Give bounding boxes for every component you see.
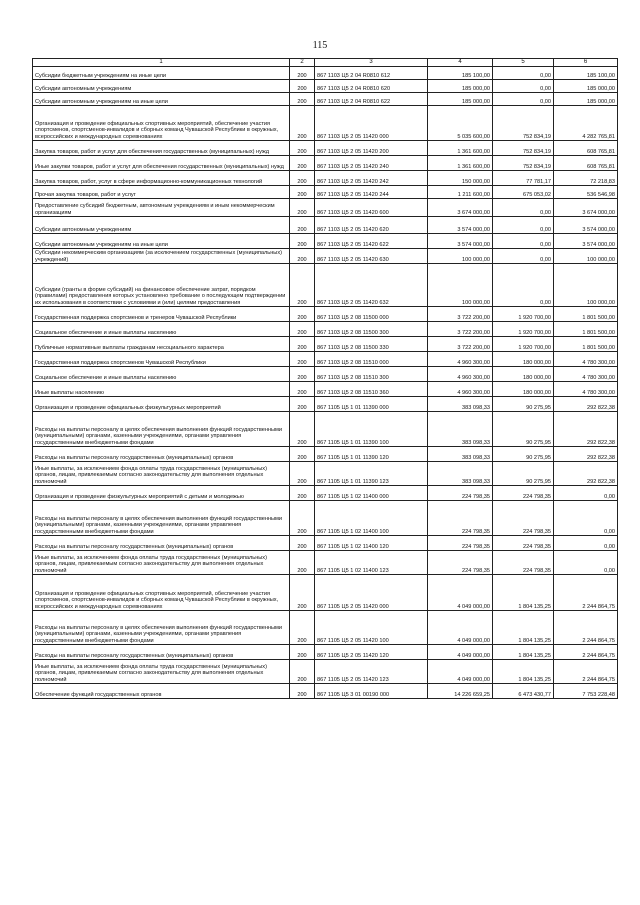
cell-cls: 867 1103 Ц5 2 08 11510 000 <box>315 352 428 367</box>
cell-c4: 3 674 000,00 <box>428 199 493 217</box>
cell-c5: 180 000,00 <box>493 367 554 382</box>
cell-c5: 1 804 135,25 <box>493 611 554 645</box>
table-row <box>33 551 618 575</box>
cell-code: 200 <box>290 171 315 186</box>
cell-c5: 0,00 <box>493 217 554 234</box>
cell-c5: 224 798,35 <box>493 536 554 551</box>
header-cell: 4 <box>428 59 493 67</box>
table-row <box>33 337 618 352</box>
table-row <box>33 80 618 93</box>
cell-c6: 292 822,38 <box>554 412 618 447</box>
table-row <box>33 141 618 156</box>
cell-name: Расходы на выплаты персоналу в целях обеспечения выполнения функций государственными (муниципальными) органами, казенными учреждениями, органами управления государственными внебюджетными фондами <box>33 412 290 447</box>
cell-cls: 867 1105 Ц5 2 05 11420 123 <box>315 660 428 684</box>
cell-c5: 224 798,35 <box>493 501 554 536</box>
cell-c5: 6 473 430,77 <box>493 684 554 699</box>
cell-cls: 867 1103 Ц5 2 08 11500 330 <box>315 337 428 352</box>
cell-cls: 867 1105 Ц5 1 02 11400 100 <box>315 501 428 536</box>
cell-code: 200 <box>290 106 315 141</box>
table-row <box>33 645 618 660</box>
cell-c5: 1 804 135,25 <box>493 575 554 611</box>
cell-code: 200 <box>290 684 315 699</box>
cell-c6: 4 282 765,81 <box>554 106 618 141</box>
table-row <box>33 322 618 337</box>
header-cell: 5 <box>493 59 554 67</box>
cell-c5: 0,00 <box>493 234 554 249</box>
cell-c4: 3 574 000,00 <box>428 217 493 234</box>
cell-code: 200 <box>290 199 315 217</box>
cell-c5: 180 000,00 <box>493 352 554 367</box>
cell-name: Субсидии (гранты в форме субсидий) на финансовое обеспечение затрат, порядком (правилами) предоставления которых установлено требование о последующем подтверждении их использования в соответствии с условиями и (или) целями предоставления <box>33 264 290 307</box>
cell-code: 200 <box>290 249 315 264</box>
cell-code: 200 <box>290 93 315 106</box>
table-row <box>33 412 618 447</box>
cell-name: Государственная поддержка спортсменов Чувашской Республики <box>33 352 290 367</box>
cell-name: Субсидии автономным учреждениям на иные цели <box>33 93 290 106</box>
table-body <box>33 59 618 699</box>
cell-c6: 3 574 000,00 <box>554 217 618 234</box>
cell-code: 200 <box>290 501 315 536</box>
table-row <box>33 660 618 684</box>
cell-cls: 867 1103 Ц5 2 05 11420 242 <box>315 171 428 186</box>
cell-name: Иные выплаты, за исключением фонда оплаты труда государственных (муниципальных) органов, лицам, привлекаемым согласно законодательству для выполнения отдельных полномочий <box>33 551 290 575</box>
cell-cls: 867 1103 Ц5 2 05 11420 244 <box>315 186 428 199</box>
cell-c6: 1 801 500,00 <box>554 322 618 337</box>
cell-name: Иные выплаты, за исключением фонда оплаты труда государственных (муниципальных) органов, лицам, привлекаемым согласно законодательству для выполнения отдельных полномочий <box>33 660 290 684</box>
cell-c6: 536 546,98 <box>554 186 618 199</box>
cell-code: 200 <box>290 551 315 575</box>
cell-c5: 752 834,19 <box>493 106 554 141</box>
cell-c6: 2 244 864,75 <box>554 660 618 684</box>
cell-c6: 100 000,00 <box>554 249 618 264</box>
cell-code: 200 <box>290 352 315 367</box>
cell-c4: 4 049 000,00 <box>428 660 493 684</box>
cell-c6: 608 765,81 <box>554 156 618 171</box>
cell-code: 200 <box>290 186 315 199</box>
table-row <box>33 575 618 611</box>
cell-name: Закупка товаров, работ, услуг в сфере информационно-коммуникационных технологий <box>33 171 290 186</box>
cell-c4: 100 000,00 <box>428 264 493 307</box>
header-cell: 6 <box>554 59 618 67</box>
cell-c4: 383 098,33 <box>428 462 493 486</box>
cell-c4: 3 722 200,00 <box>428 337 493 352</box>
cell-name: Организация и проведение официальных спортивных мероприятий, обеспечение участия спортсменов, спортсменов-инвалидов и сборных команд Чувашской Республики в окружных, всероссийских и международных соревнованиях <box>33 106 290 141</box>
table-row <box>33 352 618 367</box>
page-number: 115 <box>312 40 328 51</box>
cell-c6: 0,00 <box>554 501 618 536</box>
cell-name: Публичные нормативные выплаты гражданам несоциального характера <box>33 337 290 352</box>
cell-c6: 0,00 <box>554 551 618 575</box>
cell-name: Социальное обеспечение и иные выплаты населению <box>33 367 290 382</box>
table-row <box>33 611 618 645</box>
cell-cls: 867 1103 Ц5 2 08 11510 300 <box>315 367 428 382</box>
cell-c6: 292 822,38 <box>554 462 618 486</box>
cell-name: Расходы на выплаты персоналу в целях обеспечения выполнения функций государственными (муниципальными) органами, казенными учреждениями, органами управления государственными внебюджетными фондами <box>33 501 290 536</box>
cell-c6: 4 780 300,00 <box>554 367 618 382</box>
cell-name: Субсидии автономным учреждениям <box>33 80 290 93</box>
cell-cls: 867 1103 Ц5 2 05 11420 630 <box>315 249 428 264</box>
table-row <box>33 486 618 501</box>
header-cell: 2 <box>290 59 315 67</box>
cell-cls: 867 1105 Ц5 1 01 11390 123 <box>315 462 428 486</box>
cell-c4: 4 960 300,00 <box>428 367 493 382</box>
cell-c5: 90 275,95 <box>493 412 554 447</box>
header-cell: 3 <box>315 59 428 67</box>
cell-code: 200 <box>290 382 315 397</box>
cell-c6: 0,00 <box>554 486 618 501</box>
table-row <box>33 217 618 234</box>
cell-cls: 867 1103 Ц5 2 05 11420 632 <box>315 264 428 307</box>
cell-c6: 2 244 864,75 <box>554 645 618 660</box>
cell-c6: 1 801 500,00 <box>554 307 618 322</box>
cell-code: 200 <box>290 307 315 322</box>
cell-c5: 1 920 700,00 <box>493 322 554 337</box>
cell-code: 200 <box>290 322 315 337</box>
table-row <box>33 397 618 412</box>
cell-cls: 867 1103 Ц5 2 05 11420 600 <box>315 199 428 217</box>
cell-c4: 383 098,33 <box>428 412 493 447</box>
cell-name: Прочая закупка товаров, работ и услуг <box>33 186 290 199</box>
cell-c5: 1 920 700,00 <box>493 307 554 322</box>
cell-c4: 1 361 600,00 <box>428 156 493 171</box>
cell-cls: 867 1103 Ц5 2 05 11420 620 <box>315 217 428 234</box>
cell-code: 200 <box>290 447 315 462</box>
cell-cls: 867 1103 Ц5 2 05 11420 200 <box>315 141 428 156</box>
cell-c5: 180 000,00 <box>493 382 554 397</box>
cell-name: Иные выплаты, за исключением фонда оплаты труда государственных (муниципальных) органов, лицам, привлекаемым согласно законодательству для выполнения отдельных полномочий <box>33 462 290 486</box>
cell-name: Организация и проведение физкультурных мероприятий с детьми и молодежью <box>33 486 290 501</box>
cell-c5: 90 275,95 <box>493 462 554 486</box>
cell-c4: 100 000,00 <box>428 249 493 264</box>
table-row <box>33 684 618 699</box>
cell-c5: 752 834,19 <box>493 141 554 156</box>
cell-c4: 185 000,00 <box>428 80 493 93</box>
cell-c4: 4 049 000,00 <box>428 611 493 645</box>
cell-name: Субсидии автономным учреждениям <box>33 217 290 234</box>
cell-c4: 4 049 000,00 <box>428 575 493 611</box>
cell-c4: 1 361 600,00 <box>428 141 493 156</box>
cell-name: Субсидии некоммерческим организациям (за исключением государственных (муниципальных) учреждений) <box>33 249 290 264</box>
cell-cls: 867 1103 Ц5 2 04 R0810 622 <box>315 93 428 106</box>
cell-c6: 4 780 300,00 <box>554 382 618 397</box>
cell-c6: 100 000,00 <box>554 264 618 307</box>
cell-c6: 3 574 000,00 <box>554 234 618 249</box>
table-header-row <box>33 59 618 67</box>
cell-c6: 7 753 228,48 <box>554 684 618 699</box>
table-row <box>33 106 618 141</box>
cell-cls: 867 1105 Ц5 1 01 11390 100 <box>315 412 428 447</box>
cell-cls: 867 1105 Ц5 2 05 11420 120 <box>315 645 428 660</box>
cell-c6: 72 218,83 <box>554 171 618 186</box>
cell-c5: 224 798,35 <box>493 551 554 575</box>
cell-code: 200 <box>290 536 315 551</box>
cell-c4: 1 211 600,00 <box>428 186 493 199</box>
table-row <box>33 93 618 106</box>
cell-name: Иные закупки товаров, работ и услуг для обеспечения государственных (муниципальных) нужд <box>33 156 290 171</box>
cell-name: Предоставление субсидий бюджетным, автономным учреждениям и иным некоммерческим организациям <box>33 199 290 217</box>
cell-c5: 0,00 <box>493 199 554 217</box>
cell-name: Расходы на выплаты персоналу государственных (муниципальных) органов <box>33 536 290 551</box>
cell-cls: 867 1103 Ц5 2 05 11420 000 <box>315 106 428 141</box>
cell-c5: 1 804 135,25 <box>493 645 554 660</box>
table-row <box>33 447 618 462</box>
cell-c4: 4 049 000,00 <box>428 645 493 660</box>
header-cell: 1 <box>33 59 290 67</box>
cell-code: 200 <box>290 645 315 660</box>
cell-cls: 867 1103 Ц5 2 04 R0810 620 <box>315 80 428 93</box>
cell-name: Организация и проведение официальных спортивных мероприятий, обеспечение участия спортсменов, спортсменов-инвалидов и сборных команд Чувашской Республики в окружных, всероссийских и международных соревнованиях <box>33 575 290 611</box>
cell-c5: 0,00 <box>493 264 554 307</box>
cell-c6: 185 000,00 <box>554 80 618 93</box>
cell-code: 200 <box>290 156 315 171</box>
cell-c4: 185 100,00 <box>428 67 493 80</box>
cell-c5: 675 053,02 <box>493 186 554 199</box>
cell-code: 200 <box>290 367 315 382</box>
cell-c6: 4 780 300,00 <box>554 352 618 367</box>
cell-c6: 2 244 864,75 <box>554 611 618 645</box>
cell-c6: 292 822,38 <box>554 397 618 412</box>
cell-c4: 224 798,35 <box>428 551 493 575</box>
cell-name: Субсидии бюджетным учреждениям на иные цели <box>33 67 290 80</box>
cell-c4: 224 798,35 <box>428 486 493 501</box>
cell-c5: 77 781,17 <box>493 171 554 186</box>
cell-name: Расходы на выплаты персоналу государственных (муниципальных) органов <box>33 447 290 462</box>
cell-c5: 224 798,35 <box>493 486 554 501</box>
cell-c5: 0,00 <box>493 67 554 80</box>
cell-cls: 867 1103 Ц5 2 08 11500 000 <box>315 307 428 322</box>
cell-c4: 185 000,00 <box>428 93 493 106</box>
cell-c6: 1 801 500,00 <box>554 337 618 352</box>
cell-code: 200 <box>290 264 315 307</box>
cell-code: 200 <box>290 412 315 447</box>
cell-c4: 383 098,33 <box>428 397 493 412</box>
budget-execution-table <box>32 58 618 699</box>
cell-c4: 150 000,00 <box>428 171 493 186</box>
cell-c5: 752 834,19 <box>493 156 554 171</box>
table-row <box>33 462 618 486</box>
cell-c4: 224 798,35 <box>428 536 493 551</box>
cell-cls: 867 1105 Ц5 3 01 00190 000 <box>315 684 428 699</box>
cell-cls: 867 1103 Ц5 2 08 11500 300 <box>315 322 428 337</box>
cell-cls: 867 1105 Ц5 2 05 11420 000 <box>315 575 428 611</box>
cell-c5: 1 920 700,00 <box>493 337 554 352</box>
cell-code: 200 <box>290 486 315 501</box>
cell-cls: 867 1105 Ц5 1 01 11390 000 <box>315 397 428 412</box>
cell-c5: 90 275,95 <box>493 447 554 462</box>
cell-c6: 608 765,81 <box>554 141 618 156</box>
cell-cls: 867 1103 Ц5 2 08 11510 360 <box>315 382 428 397</box>
cell-name: Иные выплаты населению <box>33 382 290 397</box>
cell-code: 200 <box>290 397 315 412</box>
table-row <box>33 171 618 186</box>
cell-c4: 5 035 600,00 <box>428 106 493 141</box>
table-row <box>33 382 618 397</box>
cell-c6: 2 244 864,75 <box>554 575 618 611</box>
table-row <box>33 367 618 382</box>
cell-c5: 0,00 <box>493 80 554 93</box>
cell-c5: 0,00 <box>493 93 554 106</box>
table-row <box>33 307 618 322</box>
cell-code: 200 <box>290 67 315 80</box>
cell-c4: 3 574 000,00 <box>428 234 493 249</box>
table-row <box>33 536 618 551</box>
cell-name: Социальное обеспечение и иные выплаты населению <box>33 322 290 337</box>
table-row <box>33 156 618 171</box>
cell-c5: 90 275,95 <box>493 397 554 412</box>
cell-name: Субсидии автономным учреждениям на иные цели <box>33 234 290 249</box>
cell-name: Закупка товаров, работ и услуг для обеспечения государственных (муниципальных) нужд <box>33 141 290 156</box>
table-row <box>33 186 618 199</box>
cell-cls: 867 1105 Ц5 1 02 11400 123 <box>315 551 428 575</box>
cell-c4: 4 960 300,00 <box>428 382 493 397</box>
cell-cls: 867 1103 Ц5 2 04 R0810 612 <box>315 67 428 80</box>
cell-code: 200 <box>290 660 315 684</box>
cell-c6: 185 100,00 <box>554 67 618 80</box>
cell-cls: 867 1103 Ц5 2 05 11420 240 <box>315 156 428 171</box>
cell-name: Расходы на выплаты персоналу в целях обеспечения выполнения функций государственными (муниципальными) органами, казенными учреждениями, органами управления государственными внебюджетными фондами <box>33 611 290 645</box>
cell-c6: 3 674 000,00 <box>554 199 618 217</box>
cell-name: Организация и проведение официальных физкультурных мероприятий <box>33 397 290 412</box>
cell-c6: 185 000,00 <box>554 93 618 106</box>
cell-code: 200 <box>290 462 315 486</box>
table-row <box>33 249 618 264</box>
cell-c4: 224 798,35 <box>428 501 493 536</box>
cell-name: Государственная поддержка спортсменов и тренеров Чувашской Республики <box>33 307 290 322</box>
cell-c4: 3 722 200,00 <box>428 307 493 322</box>
cell-name: Расходы на выплаты персоналу государственных (муниципальных) органов <box>33 645 290 660</box>
table-row <box>33 501 618 536</box>
table-row <box>33 234 618 249</box>
cell-code: 200 <box>290 141 315 156</box>
table-row <box>33 199 618 217</box>
cell-c4: 4 960 300,00 <box>428 352 493 367</box>
cell-c5: 1 804 135,25 <box>493 660 554 684</box>
cell-cls: 867 1105 Ц5 1 02 11400 000 <box>315 486 428 501</box>
cell-cls: 867 1105 Ц5 2 05 11420 100 <box>315 611 428 645</box>
cell-cls: 867 1105 Ц5 1 02 11400 120 <box>315 536 428 551</box>
table-row <box>33 67 618 80</box>
cell-c4: 14 226 659,25 <box>428 684 493 699</box>
cell-code: 200 <box>290 80 315 93</box>
cell-c6: 0,00 <box>554 536 618 551</box>
cell-code: 200 <box>290 337 315 352</box>
table-row <box>33 264 618 307</box>
cell-c4: 383 098,33 <box>428 447 493 462</box>
cell-code: 200 <box>290 217 315 234</box>
cell-cls: 867 1105 Ц5 1 01 11390 120 <box>315 447 428 462</box>
cell-code: 200 <box>290 611 315 645</box>
cell-c4: 3 722 200,00 <box>428 322 493 337</box>
cell-code: 200 <box>290 234 315 249</box>
cell-cls: 867 1103 Ц5 2 05 11420 622 <box>315 234 428 249</box>
cell-c6: 292 822,38 <box>554 447 618 462</box>
cell-code: 200 <box>290 575 315 611</box>
cell-name: Обеспечение функций государственных органов <box>33 684 290 699</box>
cell-c5: 0,00 <box>493 249 554 264</box>
